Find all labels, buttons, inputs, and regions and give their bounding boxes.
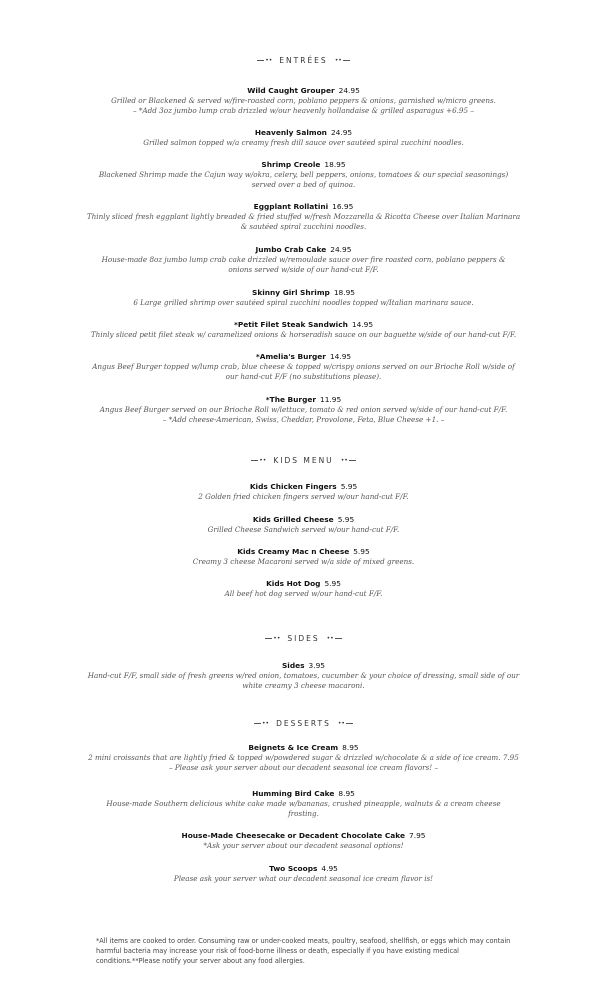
item-note: our hand-cut F/F (no substitutions please). [225, 372, 382, 381]
item-name: Kids Chicken Fingers [249, 482, 337, 491]
item-price: 5.95 [324, 579, 341, 588]
menu-item [30, 202, 577, 232]
item-note: frosting. [288, 809, 319, 818]
item-name: Kids Hot Dog [266, 579, 321, 588]
menu-item [30, 864, 577, 884]
item-description: Angus Beef Burger topped w/lump crab, blue cheese & topped w/crispy onions served on our Brioche Roll w/side of [92, 362, 515, 371]
item-name: Kids Grilled Cheese [252, 515, 334, 524]
ornament-left: •• [265, 635, 281, 642]
item-note: onions served w/side of our hand-cut F/F. [228, 265, 379, 274]
allergy-disclaimer: *All items are cooked to order. Consuming raw or under-cooked meats, poultry, seafood, shellfish, or eggs which may contain harmful bacteria may increase your risk of food-borne illness or death, especially if you have existing medical conditions.**Please notify your server about any food allergies. [96, 937, 511, 965]
item-price: 24.95 [338, 86, 360, 95]
item-name: House-Made Cheesecake or Decadent Chocolate Cake [181, 831, 406, 840]
item-price: 14.95 [329, 352, 352, 361]
section-header-kids-menu [0, 456, 607, 465]
item-name: *The Burger [265, 395, 317, 404]
menu-item [30, 128, 577, 148]
item-name: Sides [281, 661, 305, 670]
item-note: – *Add 3oz jumbo lump crab drizzled w/our heavenly hollandaise & grilled asparagus +6.95 – [133, 106, 474, 115]
item-name: Two Scoops [269, 864, 318, 873]
menu-item [30, 320, 577, 340]
item-price: 8.95 [342, 743, 359, 752]
item-note: – *Add cheese-American, Swiss, Cheddar, Provolone, Feta, Blue Cheese +1. – [162, 415, 445, 424]
item-description: All beef hot dog served w/our hand-cut F/F. [224, 589, 383, 598]
ornament-right: •• [337, 720, 353, 727]
menu-item [30, 288, 577, 308]
item-description: House-made Southern delicious white cake made w/bananas, crushed pineapple, walnuts & a cream cheese [106, 799, 501, 808]
section-header-sides [0, 634, 607, 643]
menu-item [30, 245, 577, 275]
item-price: 18.95 [324, 160, 346, 169]
ornament-right: •• [340, 457, 356, 464]
item-description: 2 mini croissants that are lightly fried & topped w/powdered sugar & drizzled w/chocolate & a side of ice cream. 7.95 [88, 753, 519, 762]
item-price: 11.95 [320, 395, 342, 404]
menu-item [30, 352, 577, 382]
ornament-left: •• [257, 57, 273, 64]
item-description: Creamy 3 cheese Macaroni served w/a side of mixed greens. [192, 557, 415, 566]
item-name: Wild Caught Grouper [247, 86, 335, 95]
menu-item [30, 661, 577, 691]
menu-item [30, 86, 577, 116]
item-name: Jumbo Crab Cake [255, 245, 327, 254]
item-description: *Ask your server about our decadent seasonal options! [203, 841, 404, 850]
section-title: ENTRÉES [279, 56, 328, 65]
section-header-desserts [0, 719, 607, 728]
item-name: Heavenly Salmon [254, 128, 327, 137]
item-name: *Amelia's Burger [255, 352, 326, 361]
item-price: 7.95 [409, 831, 426, 840]
item-price: 24.95 [330, 128, 353, 137]
menu-item [30, 395, 577, 425]
item-name: Beignets & Ice Cream [248, 743, 339, 752]
section-title: SIDES [287, 634, 320, 643]
item-description: Please ask your server what our decadent seasonal ice cream flavor is! [173, 874, 434, 883]
item-price: 5.95 [353, 547, 370, 556]
item-description: Grilled salmon topped w/a creamy fresh dill sauce over sautéed spiral zucchini noodles. [143, 138, 464, 147]
item-name: *Petit Filet Steak Sandwich [233, 320, 348, 329]
ornament-left: •• [254, 720, 270, 727]
ornament-right: •• [334, 57, 350, 64]
item-name: Eggplant Rollatini [253, 202, 329, 211]
item-price: 5.95 [337, 515, 355, 524]
item-price: 24.95 [330, 245, 352, 254]
menu-item [30, 743, 577, 773]
item-name: Kids Creamy Mac n Cheese [237, 547, 350, 556]
menu-item [30, 515, 577, 535]
menu-item [30, 789, 577, 819]
section-title: DESSERTS [276, 719, 331, 728]
item-description: Grilled or Blackened & served w/fire-roasted corn, poblano peppers & onions, garnished w/micro greens. [111, 96, 496, 105]
item-note: white creamy 3 cheese macaroni. [242, 681, 365, 690]
item-description: Blackened Shrimp made the Cajun way w/okra, celery, bell peppers, onions, tomatoes & our special seasonings) [98, 170, 509, 179]
item-note: – Please ask your server about our decadent seasonal ice cream flavors! – [168, 763, 439, 772]
item-description: Thinly sliced petit filet steak w/ caramelized onions & horseradish sauce on our baguette w/side of our hand-cut F/F. [90, 330, 517, 339]
menu-item [30, 831, 577, 851]
item-description: Angus Beef Burger served on our Brioche Roll w/lettuce, tomato & red onion served w/side of our hand-cut F/F. [99, 405, 508, 414]
section-header-entrees [0, 56, 607, 65]
item-price: 4.95 [321, 864, 338, 873]
menu-item [30, 579, 577, 599]
item-note: & sautéed spiral zucchini noodles. [240, 222, 367, 231]
item-description: Thinly sliced fresh eggplant lightly breaded & fried stuffed w/fresh Mozzarella & Ricotta Cheese over Italian Marinara [86, 212, 521, 221]
item-description: 2 Golden fried chicken fingers served w/our hand-cut F/F. [198, 492, 409, 501]
item-name: Humming Bird Cake [252, 789, 335, 798]
item-price: 18.95 [333, 288, 355, 297]
item-price: 14.95 [351, 320, 374, 329]
item-price: 16.95 [332, 202, 354, 211]
item-description: 6 Large grilled shrimp over sautéed spiral zucchini noodles topped w/Italian marinara sauce. [133, 298, 474, 307]
item-description: House-made 8oz jumbo lump crab cake drizzled w/remoulade sauce over fire roasted corn, poblano peppers & [101, 255, 506, 264]
item-price: 3.95 [308, 661, 326, 670]
item-name: Skinny Girl Shrimp [252, 288, 330, 297]
item-description: Hand-cut F/F, small side of fresh greens w/red onion, tomatoes, cucumber & your choice of dressing, small side of our [87, 671, 520, 680]
item-price: 5.95 [340, 482, 358, 491]
item-description: Grilled Cheese Sandwich served w/our hand-cut F/F. [207, 525, 400, 534]
ornament-left: •• [251, 457, 267, 464]
menu-item [30, 160, 577, 190]
ornament-right: •• [326, 635, 342, 642]
item-note: served over a bed of quinoa. [251, 180, 356, 189]
menu-item [30, 547, 577, 567]
item-name: Shrimp Creole [261, 160, 321, 169]
section-title: KIDS MENU [273, 456, 334, 465]
item-price: 8.95 [338, 789, 355, 798]
menu-item [30, 482, 577, 502]
